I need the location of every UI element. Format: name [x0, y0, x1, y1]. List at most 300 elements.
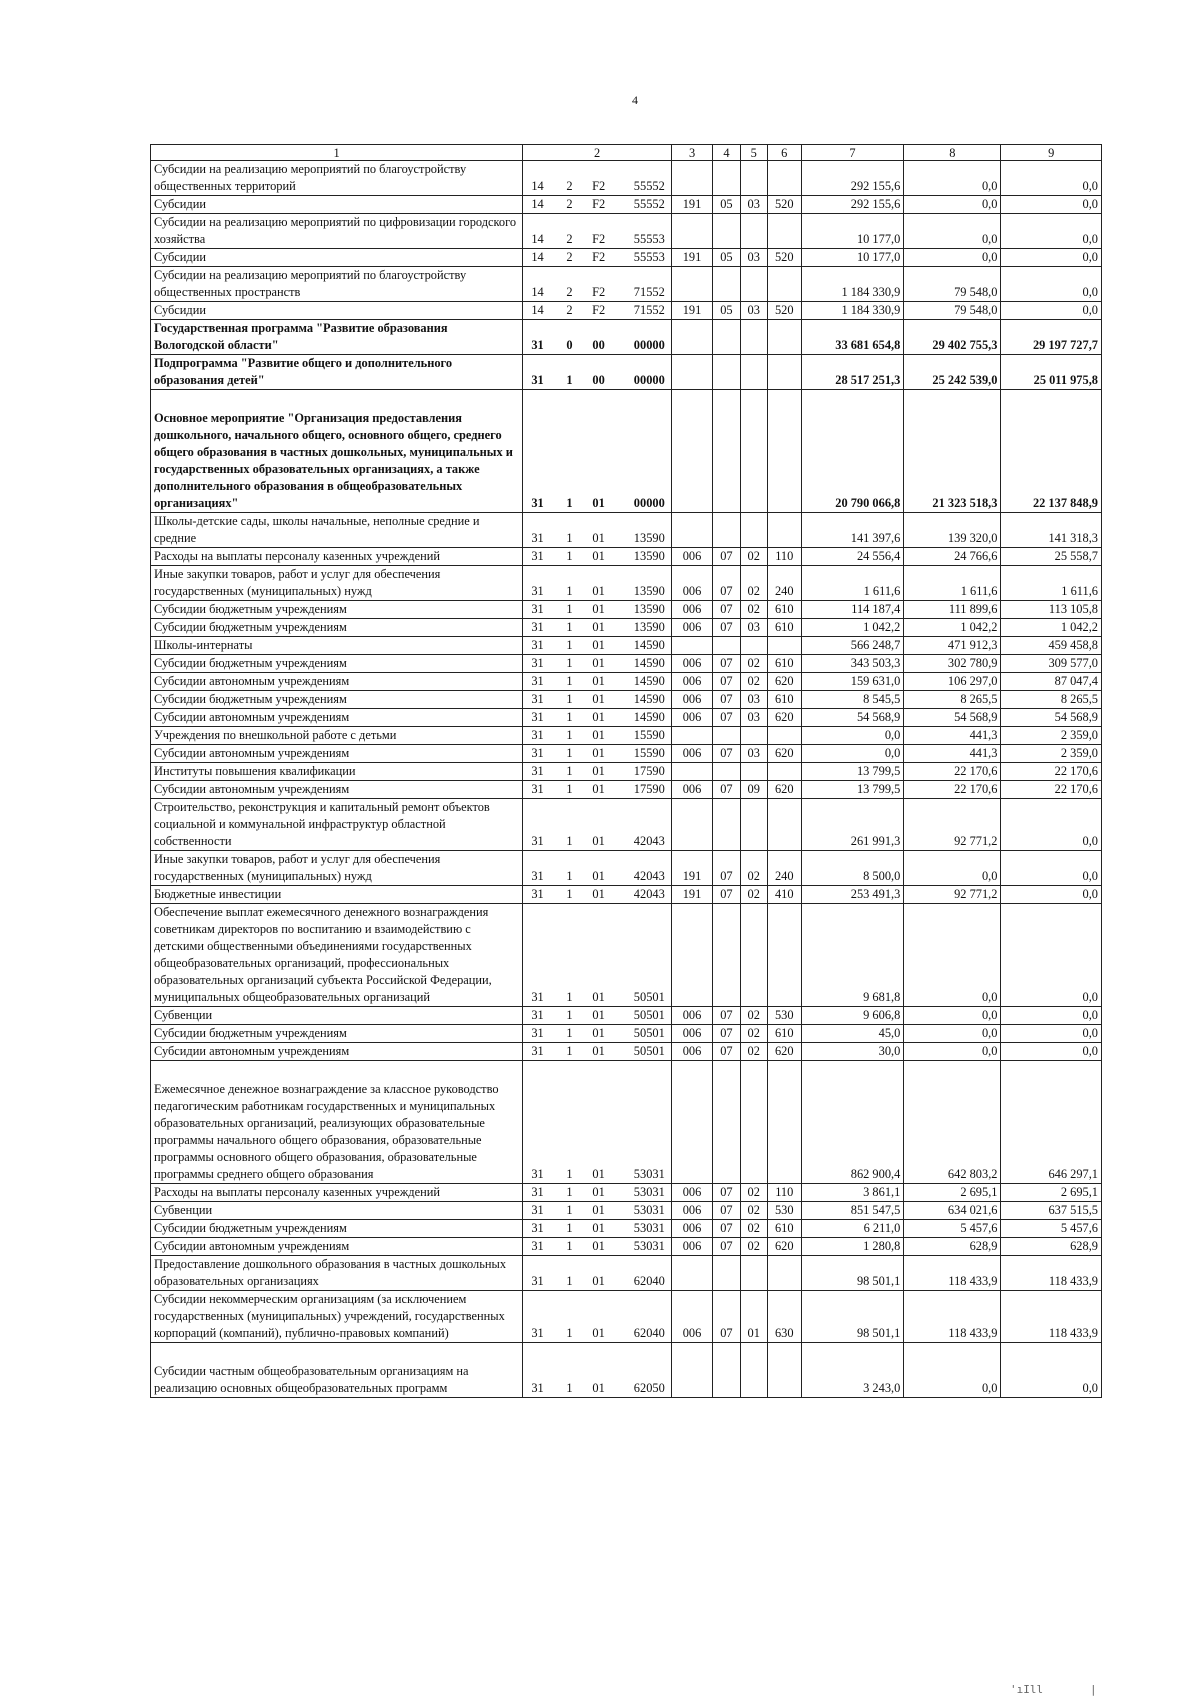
row-name: Субсидии бюджетным учреждениям [151, 619, 523, 637]
col-value-9: 628,9 [1001, 1238, 1102, 1256]
col-section: 05 [713, 196, 740, 214]
code-part: 62040 [633, 1326, 665, 1340]
code-part: 1 [566, 869, 573, 883]
col-value-8: 441,3 [904, 745, 1001, 763]
code-part: 01 [592, 1381, 605, 1395]
code-part: 13590 [633, 602, 665, 616]
row-name: Основное мероприятие "Организация предоставления дошкольного, начального общего, основного общего, среднего общего образования в частных дошкольных, муниципальных и государственных образовательных организациях, а также дополнительного образования в общеобразовательных организациях" [151, 390, 523, 513]
code-part: 31 [531, 656, 544, 670]
col-ministry [671, 214, 712, 249]
code-part: 31 [531, 710, 544, 724]
code-part: 53031 [633, 1185, 665, 1199]
code-part: 31 [531, 834, 544, 848]
col-ministry: 006 [671, 548, 712, 566]
code-part: 62050 [633, 1381, 665, 1395]
col-section: 07 [713, 781, 740, 799]
code-part: 01 [592, 1326, 605, 1340]
table-row [151, 691, 1102, 709]
code-part: 31 [531, 674, 544, 688]
col-ministry: 006 [671, 1025, 712, 1043]
header-cell: 8 [904, 145, 1001, 161]
col-ministry: 006 [671, 673, 712, 691]
col-value-9: 2 695,1 [1001, 1184, 1102, 1202]
table-row [151, 601, 1102, 619]
col-value-8: 0,0 [904, 1007, 1001, 1025]
row-code [523, 781, 671, 799]
col-value-8: 25 242 539,0 [904, 355, 1001, 390]
row-code [523, 566, 671, 601]
code-part: 1 [566, 1221, 573, 1235]
col-subsection: 02 [740, 548, 767, 566]
col-value-7: 13 799,5 [801, 781, 904, 799]
table-row [151, 548, 1102, 566]
code-part: 31 [531, 782, 544, 796]
header-cell: 4 [713, 145, 740, 161]
col-value-9: 0,0 [1001, 799, 1102, 851]
table-row [151, 655, 1102, 673]
col-subsection [740, 1256, 767, 1291]
col-value-8: 118 433,9 [904, 1256, 1001, 1291]
table-row [151, 566, 1102, 601]
code-part: 1 [566, 692, 573, 706]
code-part: 14 [531, 285, 544, 299]
col-expense-type [767, 390, 801, 513]
col-value-9: 2 359,0 [1001, 727, 1102, 745]
col-value-9: 0,0 [1001, 196, 1102, 214]
col-value-7: 8 545,5 [801, 691, 904, 709]
col-value-9: 8 265,5 [1001, 691, 1102, 709]
col-expense-type: 630 [767, 1291, 801, 1343]
col-value-8: 0,0 [904, 1343, 1001, 1398]
header-cell: 9 [1001, 145, 1102, 161]
col-section [713, 320, 740, 355]
col-expense-type [767, 727, 801, 745]
col-value-7: 253 491,3 [801, 886, 904, 904]
table-row [151, 1220, 1102, 1238]
col-value-7: 13 799,5 [801, 763, 904, 781]
col-value-9: 5 457,6 [1001, 1220, 1102, 1238]
header-cell: 1 [151, 145, 523, 161]
code-part: 1 [566, 602, 573, 616]
col-ministry: 191 [671, 886, 712, 904]
code-part: 53031 [633, 1239, 665, 1253]
row-code [523, 673, 671, 691]
code-part: 31 [531, 1203, 544, 1217]
code-part: 14590 [633, 638, 665, 652]
col-ministry [671, 161, 712, 196]
col-subsection: 02 [740, 1007, 767, 1025]
code-part: 01 [592, 782, 605, 796]
table-row [151, 320, 1102, 355]
row-code [523, 267, 671, 302]
code-part: 1 [566, 710, 573, 724]
col-value-7: 1 184 330,9 [801, 302, 904, 320]
row-name: Учреждения по внешкольной работе с детьми [151, 727, 523, 745]
code-part: F2 [592, 303, 606, 317]
row-name: Субсидии [151, 196, 523, 214]
col-section: 07 [713, 1238, 740, 1256]
code-part: 01 [592, 584, 605, 598]
code-part: 01 [592, 620, 605, 634]
col-value-8: 29 402 755,3 [904, 320, 1001, 355]
code-part: 31 [531, 692, 544, 706]
col-subsection: 03 [740, 745, 767, 763]
table-row [151, 302, 1102, 320]
col-expense-type: 610 [767, 619, 801, 637]
col-ministry [671, 763, 712, 781]
col-value-7: 33 681 654,8 [801, 320, 904, 355]
code-part: 42043 [633, 869, 665, 883]
code-part: 1 [566, 620, 573, 634]
code-part: 1 [566, 1239, 573, 1253]
row-code [523, 390, 671, 513]
col-value-9: 22 170,6 [1001, 763, 1102, 781]
code-part: 00000 [633, 373, 665, 387]
code-part: 14 [531, 303, 544, 317]
col-subsection: 03 [740, 691, 767, 709]
code-part: 50501 [633, 1044, 665, 1058]
row-name: Субсидии [151, 249, 523, 267]
code-part: 01 [592, 1221, 605, 1235]
col-section: 07 [713, 1043, 740, 1061]
header-cell: 3 [671, 145, 712, 161]
col-section [713, 727, 740, 745]
col-expense-type: 610 [767, 1025, 801, 1043]
col-ministry: 006 [671, 655, 712, 673]
col-section [713, 799, 740, 851]
col-subsection: 02 [740, 1238, 767, 1256]
code-part: 53031 [633, 1221, 665, 1235]
code-part: 01 [592, 1167, 605, 1181]
row-name: Подпрограмма "Развитие общего и дополнительного образования детей" [151, 355, 523, 390]
code-part: 13590 [633, 584, 665, 598]
col-value-8: 0,0 [904, 1025, 1001, 1043]
col-value-8: 21 323 518,3 [904, 390, 1001, 513]
code-part: 1 [566, 1008, 573, 1022]
code-part: 31 [531, 1239, 544, 1253]
code-part: F2 [592, 285, 606, 299]
col-section: 07 [713, 601, 740, 619]
col-value-7: 1 611,6 [801, 566, 904, 601]
row-name: Институты повышения квалификации [151, 763, 523, 781]
header-cell: 5 [740, 145, 767, 161]
col-value-7: 24 556,4 [801, 548, 904, 566]
code-part: 31 [531, 887, 544, 901]
row-name: Субсидии [151, 302, 523, 320]
col-subsection: 02 [740, 601, 767, 619]
col-value-7: 0,0 [801, 727, 904, 745]
col-ministry: 006 [671, 619, 712, 637]
col-subsection: 02 [740, 1220, 767, 1238]
code-part: 01 [592, 1008, 605, 1022]
row-code [523, 1202, 671, 1220]
col-value-8: 118 433,9 [904, 1291, 1001, 1343]
row-name: Расходы на выплаты персоналу казенных учреждений [151, 1184, 523, 1202]
table-row [151, 1025, 1102, 1043]
code-part: 00000 [633, 338, 665, 352]
table-row [151, 1238, 1102, 1256]
row-code [523, 161, 671, 196]
col-value-7: 1 042,2 [801, 619, 904, 637]
col-ministry: 006 [671, 1291, 712, 1343]
col-value-9: 29 197 727,7 [1001, 320, 1102, 355]
code-part: F2 [592, 179, 606, 193]
col-value-8: 634 021,6 [904, 1202, 1001, 1220]
col-section: 07 [713, 709, 740, 727]
col-ministry: 006 [671, 691, 712, 709]
code-part: 14 [531, 250, 544, 264]
col-expense-type [767, 214, 801, 249]
row-name: Бюджетные инвестиции [151, 886, 523, 904]
code-part: 31 [531, 638, 544, 652]
col-expense-type: 620 [767, 781, 801, 799]
col-value-8: 54 568,9 [904, 709, 1001, 727]
code-part: 01 [592, 869, 605, 883]
col-ministry [671, 320, 712, 355]
code-part: 1 [566, 728, 573, 742]
col-ministry [671, 799, 712, 851]
row-name: Субсидии автономным учреждениям [151, 709, 523, 727]
row-code [523, 320, 671, 355]
code-part: 31 [531, 602, 544, 616]
col-section: 07 [713, 886, 740, 904]
code-part: 1 [566, 674, 573, 688]
table-row [151, 1256, 1102, 1291]
table-row [151, 904, 1102, 1007]
col-subsection: 02 [740, 886, 767, 904]
table-row [151, 637, 1102, 655]
col-value-8: 92 771,2 [904, 886, 1001, 904]
col-value-7: 0,0 [801, 745, 904, 763]
code-part: 1 [566, 638, 573, 652]
col-section: 07 [713, 566, 740, 601]
col-value-8: 139 320,0 [904, 513, 1001, 548]
row-code [523, 1184, 671, 1202]
code-part: 14 [531, 179, 544, 193]
col-section: 07 [713, 673, 740, 691]
col-subsection: 03 [740, 709, 767, 727]
col-expense-type [767, 763, 801, 781]
col-value-7: 566 248,7 [801, 637, 904, 655]
code-part: 17590 [633, 782, 665, 796]
col-subsection: 02 [740, 1184, 767, 1202]
row-code [523, 619, 671, 637]
col-ministry [671, 904, 712, 1007]
code-part: 31 [531, 1167, 544, 1181]
col-ministry: 006 [671, 1043, 712, 1061]
col-subsection [740, 727, 767, 745]
col-expense-type [767, 637, 801, 655]
code-part: F2 [592, 232, 606, 246]
col-subsection [740, 214, 767, 249]
table-row [151, 1202, 1102, 1220]
row-name: Субсидии бюджетным учреждениям [151, 1220, 523, 1238]
col-subsection [740, 904, 767, 1007]
col-section [713, 763, 740, 781]
scan-mark: 'ıIll [1010, 1683, 1044, 1696]
row-name: Субсидии автономным учреждениям [151, 745, 523, 763]
col-value-9: 0,0 [1001, 249, 1102, 267]
table-row [151, 745, 1102, 763]
code-part: 01 [592, 1203, 605, 1217]
col-value-8: 22 170,6 [904, 763, 1001, 781]
row-name: Иные закупки товаров, работ и услуг для обеспечения государственных (муниципальных) нужд [151, 851, 523, 886]
table-row [151, 727, 1102, 745]
col-subsection: 02 [740, 673, 767, 691]
code-part: 01 [592, 1274, 605, 1288]
col-value-8: 24 766,6 [904, 548, 1001, 566]
table-body [151, 145, 1102, 1398]
col-subsection [740, 390, 767, 513]
code-part: 1 [566, 1044, 573, 1058]
code-part: 31 [531, 1026, 544, 1040]
code-part: 1 [566, 1167, 573, 1181]
code-part: 31 [531, 549, 544, 563]
code-part: 31 [531, 1044, 544, 1058]
table-row [151, 267, 1102, 302]
col-subsection: 03 [740, 619, 767, 637]
col-value-9: 113 105,8 [1001, 601, 1102, 619]
col-value-9: 0,0 [1001, 161, 1102, 196]
code-part: 31 [531, 496, 544, 510]
col-section: 07 [713, 1220, 740, 1238]
col-subsection: 03 [740, 196, 767, 214]
code-part: 31 [531, 373, 544, 387]
code-part: 50501 [633, 1026, 665, 1040]
col-value-9: 309 577,0 [1001, 655, 1102, 673]
row-code [523, 763, 671, 781]
col-subsection: 02 [740, 566, 767, 601]
row-code [523, 1238, 671, 1256]
col-value-9: 0,0 [1001, 886, 1102, 904]
col-value-9: 87 047,4 [1001, 673, 1102, 691]
col-value-9: 1 611,6 [1001, 566, 1102, 601]
row-code [523, 601, 671, 619]
col-ministry: 191 [671, 249, 712, 267]
row-code [523, 214, 671, 249]
col-section [713, 637, 740, 655]
code-part: 01 [592, 638, 605, 652]
col-section [713, 161, 740, 196]
col-expense-type: 610 [767, 655, 801, 673]
col-ministry [671, 1343, 712, 1398]
col-subsection [740, 1343, 767, 1398]
col-section: 07 [713, 691, 740, 709]
col-expense-type: 620 [767, 745, 801, 763]
col-ministry: 006 [671, 566, 712, 601]
code-part: 50501 [633, 1008, 665, 1022]
col-value-8: 5 457,6 [904, 1220, 1001, 1238]
row-name: Субсидии частным общеобразовательным организациям на реализацию основных общеобразовательных программ [151, 1343, 523, 1398]
col-value-7: 862 900,4 [801, 1061, 904, 1184]
code-part: 1 [566, 834, 573, 848]
table-row [151, 249, 1102, 267]
col-ministry [671, 390, 712, 513]
row-name: Школы-интернаты [151, 637, 523, 655]
code-part: 31 [531, 764, 544, 778]
col-subsection: 02 [740, 1202, 767, 1220]
col-value-8: 1 611,6 [904, 566, 1001, 601]
col-expense-type: 620 [767, 673, 801, 691]
col-value-8: 642 803,2 [904, 1061, 1001, 1184]
col-section: 07 [713, 1202, 740, 1220]
col-value-7: 54 568,9 [801, 709, 904, 727]
row-name: Субсидии автономным учреждениям [151, 1043, 523, 1061]
code-part: 15590 [633, 728, 665, 742]
table-row [151, 196, 1102, 214]
col-expense-type [767, 320, 801, 355]
row-name: Субсидии некоммерческим организациям (за исключением государственных (муниципальных) учреждений, государственных корпораций (компаний), публично-правовых компаний) [151, 1291, 523, 1343]
code-part: 31 [531, 1185, 544, 1199]
col-subsection [740, 1061, 767, 1184]
row-name: Субсидии автономным учреждениям [151, 673, 523, 691]
col-subsection [740, 161, 767, 196]
col-section: 07 [713, 1184, 740, 1202]
col-value-8: 0,0 [904, 851, 1001, 886]
code-part: 31 [531, 869, 544, 883]
col-section [713, 513, 740, 548]
table-row [151, 1007, 1102, 1025]
col-value-8: 1 042,2 [904, 619, 1001, 637]
col-subsection [740, 267, 767, 302]
col-expense-type: 240 [767, 851, 801, 886]
code-part: 42043 [633, 887, 665, 901]
col-value-9: 0,0 [1001, 302, 1102, 320]
row-name: Субвенции [151, 1007, 523, 1025]
row-code [523, 513, 671, 548]
col-section [713, 214, 740, 249]
col-ministry: 006 [671, 1238, 712, 1256]
row-code [523, 1061, 671, 1184]
code-part: F2 [592, 250, 606, 264]
col-value-9: 22 137 848,9 [1001, 390, 1102, 513]
col-section [713, 1256, 740, 1291]
code-part: 01 [592, 531, 605, 545]
col-expense-type: 110 [767, 1184, 801, 1202]
code-part: 1 [566, 1185, 573, 1199]
table-row [151, 214, 1102, 249]
col-value-7: 10 177,0 [801, 214, 904, 249]
code-part: 31 [531, 1381, 544, 1395]
col-expense-type: 530 [767, 1007, 801, 1025]
code-part: 01 [592, 746, 605, 760]
col-value-9: 0,0 [1001, 1043, 1102, 1061]
col-ministry: 191 [671, 851, 712, 886]
col-section [713, 355, 740, 390]
code-part: 55552 [633, 179, 665, 193]
col-subsection: 02 [740, 1043, 767, 1061]
col-section: 07 [713, 1025, 740, 1043]
col-expense-type [767, 1256, 801, 1291]
col-section [713, 390, 740, 513]
row-code [523, 1256, 671, 1291]
col-value-9: 0,0 [1001, 267, 1102, 302]
code-part: 1 [566, 656, 573, 670]
row-name: Субсидии бюджетным учреждениям [151, 1025, 523, 1043]
table-row [151, 886, 1102, 904]
row-code [523, 851, 671, 886]
col-value-7: 28 517 251,3 [801, 355, 904, 390]
row-code [523, 799, 671, 851]
row-name: Обеспечение выплат ежемесячного денежного вознаграждения советникам директоров по воспитанию и взаимодействию с детскими общественными объединениями государственных общеобразовательных организаций, профессиональных образовательных организаций субъекта Российской Федерации, муниципальных общеобразовательных организаций [151, 904, 523, 1007]
col-subsection [740, 637, 767, 655]
col-expense-type [767, 1061, 801, 1184]
col-value-7: 10 177,0 [801, 249, 904, 267]
row-name: Субсидии на реализацию мероприятий по цифровизации городского хозяйства [151, 214, 523, 249]
col-section [713, 267, 740, 302]
code-part: 00 [592, 338, 605, 352]
col-ministry: 006 [671, 1202, 712, 1220]
